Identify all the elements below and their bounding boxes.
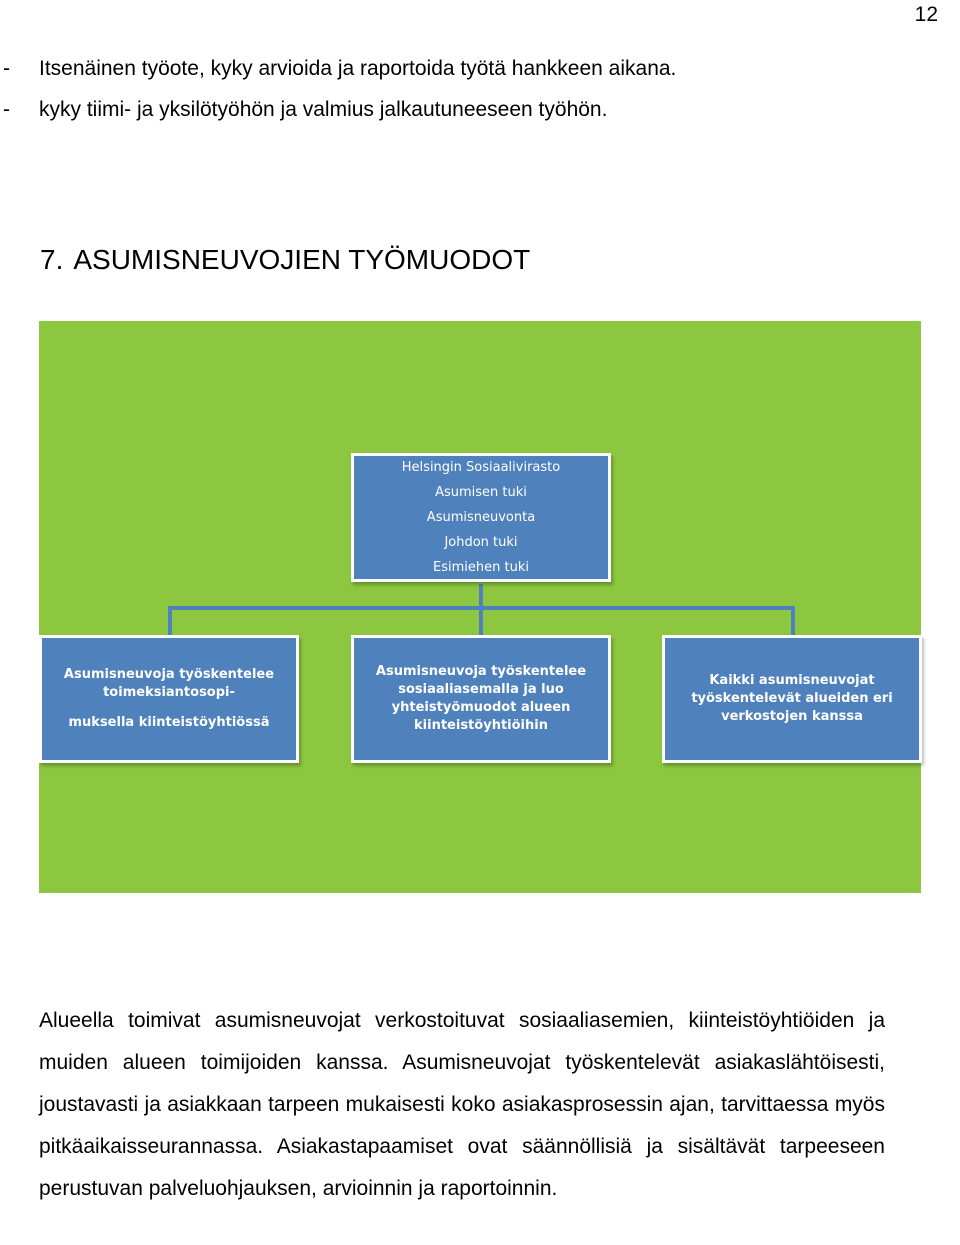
box-line: Kaikki asumisneuvojat (709, 673, 875, 688)
org-box-sosiaalivirasto (351, 453, 611, 582)
box-line: kiinteistöyhtiöihin (414, 718, 548, 733)
body-paragraph: Alueella toimivat asumisneuvojat verkostoituvat sosiaaliasemien, kiinteistöyhtiöiden ja muiden alueen toimijoiden kanssa. Asumisneuvojat työskentelevät asiakaslähtöisesti, joustavasti ja asiakkaan tarpeen mukaisesti koko asiakasprosessin ajan, tarvittaessa myös pitkäaikaisseurannassa. Asiakastapaamiset ovat säännöllisiä ja sisältävät tarpeeseen perustuvan palveluohjauksen, arvioinnin ja raportoinnin. (39, 1009, 885, 1200)
box-line: Asumisneuvonta (426, 510, 536, 525)
box-line: Esimiehen tuki (433, 560, 529, 575)
org-box-sosiaaliasema (351, 635, 611, 763)
bullet-text: Itsenäinen työote, kyky arvioida ja raportoida työtä hankkeen aikana. (39, 57, 677, 80)
box-line: sosiaaliasemalla ja luo (398, 682, 564, 697)
bullet-marker: - (3, 57, 10, 80)
bullet-marker: - (3, 98, 10, 121)
org-chart-diagram (39, 321, 921, 893)
box-line: Asumisneuvoja työskentelee (375, 664, 587, 679)
section-title: ASUMISNEUVOJIEN TYÖMUODOT (73, 244, 531, 275)
org-box-kiinteistoyhtio (39, 635, 299, 763)
section-number: 7. (40, 244, 64, 275)
box-line: verkostojen kanssa (721, 709, 863, 724)
bullet-item (3, 56, 676, 97)
bullet-text: kyky tiimi- ja yksilötyöhön ja valmius jalkautuneeseen työhön. (39, 98, 608, 121)
org-chart-connectors (39, 321, 921, 893)
box-line: yhteistyömuodot alueen (391, 700, 571, 715)
box-line: Helsingin Sosiaalivirasto (401, 460, 561, 475)
box-line: muksella kiinteistöyhtiössä (68, 715, 270, 730)
bullet-item (3, 97, 676, 138)
box-line: Asumisneuvoja työskentelee (63, 667, 275, 682)
bullet-list (3, 56, 676, 138)
box-line: toimeksiantosopi- (103, 685, 235, 700)
org-box-verkostot (662, 635, 922, 763)
page-number: 12 (914, 3, 938, 26)
section-heading (40, 243, 530, 277)
box-line: Johdon tuki (444, 535, 518, 550)
box-line: Asumisen tuki (435, 485, 527, 500)
box-line: työskentelevät alueiden eri (691, 691, 893, 706)
